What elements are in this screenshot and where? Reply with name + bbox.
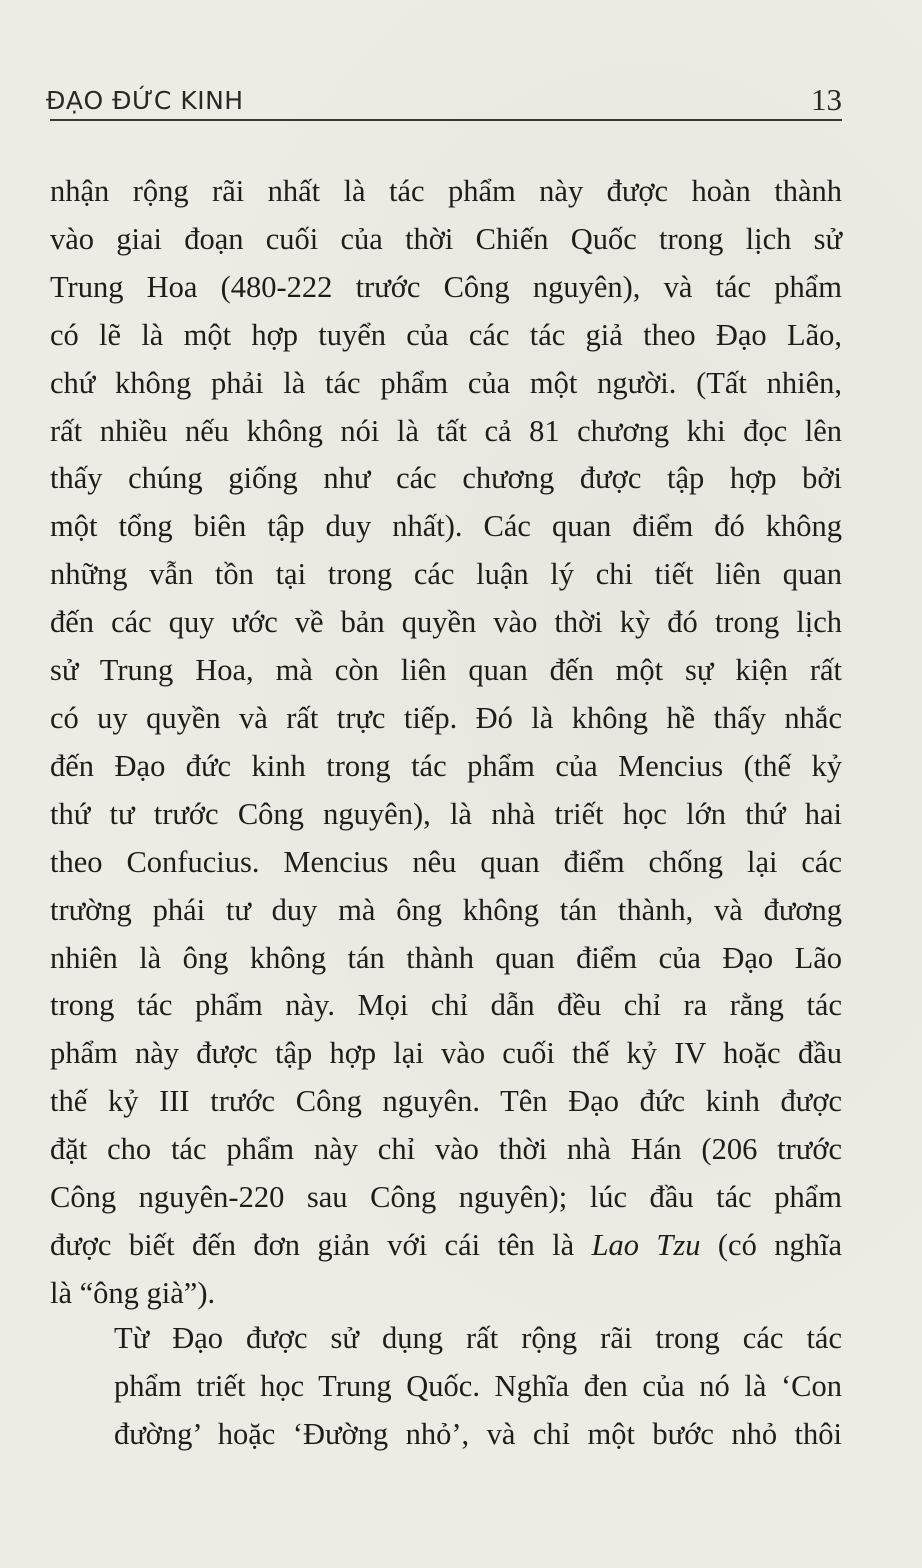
- text-line: trong tác phẩm này. Mọi chỉ dẫn đều chỉ ra rằng tác: [50, 988, 842, 1023]
- text-line: Trung Hoa (480-222 trước Công nguyên), và tác phẩm: [50, 269, 842, 304]
- text-line: có uy quyền và rất trực tiếp. Đó là không hề thấy nhắc: [50, 700, 842, 735]
- text-line: đặt cho tác phẩm này chỉ vào thời nhà Hán (206 trước: [50, 1132, 842, 1167]
- text-line-first: Từ Đạo được sử dụng rất rộng rãi trong các tác: [114, 1321, 842, 1355]
- text-line: rất nhiều nếu không nói là tất cả 81 chương khi đọc lên: [50, 413, 842, 448]
- text-line-last: là “ông già”).: [50, 1275, 216, 1310]
- text-line: phẩm triết học Trung Quốc. Nghĩa đen của nó là ‘Con: [114, 1368, 842, 1403]
- text-line: sử Trung Hoa, mà còn liên quan đến một sự kiện rất: [50, 653, 842, 688]
- header-rule: [50, 119, 842, 121]
- text-line: vào giai đoạn cuối của thời Chiến Quốc trong lịch sử: [50, 221, 842, 256]
- text-line: có lẽ là một hợp tuyển của các tác giả theo Đạo Lão,: [50, 317, 842, 352]
- text-line: đến Đạo đức kinh trong tác phẩm của Mencius (thế kỷ: [50, 748, 842, 783]
- text-run: (có nghĩa: [700, 1227, 842, 1262]
- text-line: thứ tư trước Công nguyên), là nhà triết học lớn thứ hai: [50, 796, 842, 831]
- text-line: theo Confucius. Mencius nêu quan điểm chống lại các: [50, 844, 842, 879]
- text-line: đến các quy ước về bản quyền vào thời kỳ đó trong lịch: [50, 605, 842, 640]
- paragraph-2: [50, 1315, 842, 1459]
- text-line: phẩm này được tập hợp lại vào cuối thế kỷ IV hoặc đầu: [50, 1036, 842, 1071]
- paragraph-1: [50, 168, 842, 1318]
- italic-title-lao-tzu: Lao Tzu: [591, 1227, 701, 1262]
- running-title: ĐẠO ĐỨC KINH: [46, 86, 244, 115]
- text-line: chứ không phải là tác phẩm của một người. (Tất nhiên,: [50, 365, 842, 400]
- text-line: một tổng biên tập duy nhất). Các quan điểm đó không: [50, 509, 842, 544]
- text-line: nhiên là ông không tán thành quan điểm của Đạo Lão: [50, 940, 842, 975]
- text-line: thế kỷ III trước Công nguyên. Tên Đạo đức kinh được: [50, 1084, 842, 1119]
- text-line-with-italic: [50, 1222, 842, 1270]
- text-line: những vẫn tồn tại trong các luận lý chi tiết liên quan: [50, 557, 842, 592]
- text-line: thấy chúng giống như các chương được tập hợp bởi: [50, 461, 842, 496]
- page-header: [46, 80, 842, 120]
- text-line: trường phái tư duy mà ông không tán thành, và đương: [50, 892, 842, 927]
- text-run: được biết đến đơn giản với cái tên là: [50, 1227, 592, 1262]
- page-number: 13: [811, 82, 842, 117]
- text-line: Công nguyên-220 sau Công nguyên); lúc đầu tác phẩm: [50, 1180, 842, 1215]
- text-line: đường’ hoặc ‘Đường nhỏ’, và chỉ một bước nhỏ thôi: [114, 1416, 842, 1451]
- text-line: nhận rộng rãi nhất là tác phẩm này được hoàn thành: [50, 174, 842, 208]
